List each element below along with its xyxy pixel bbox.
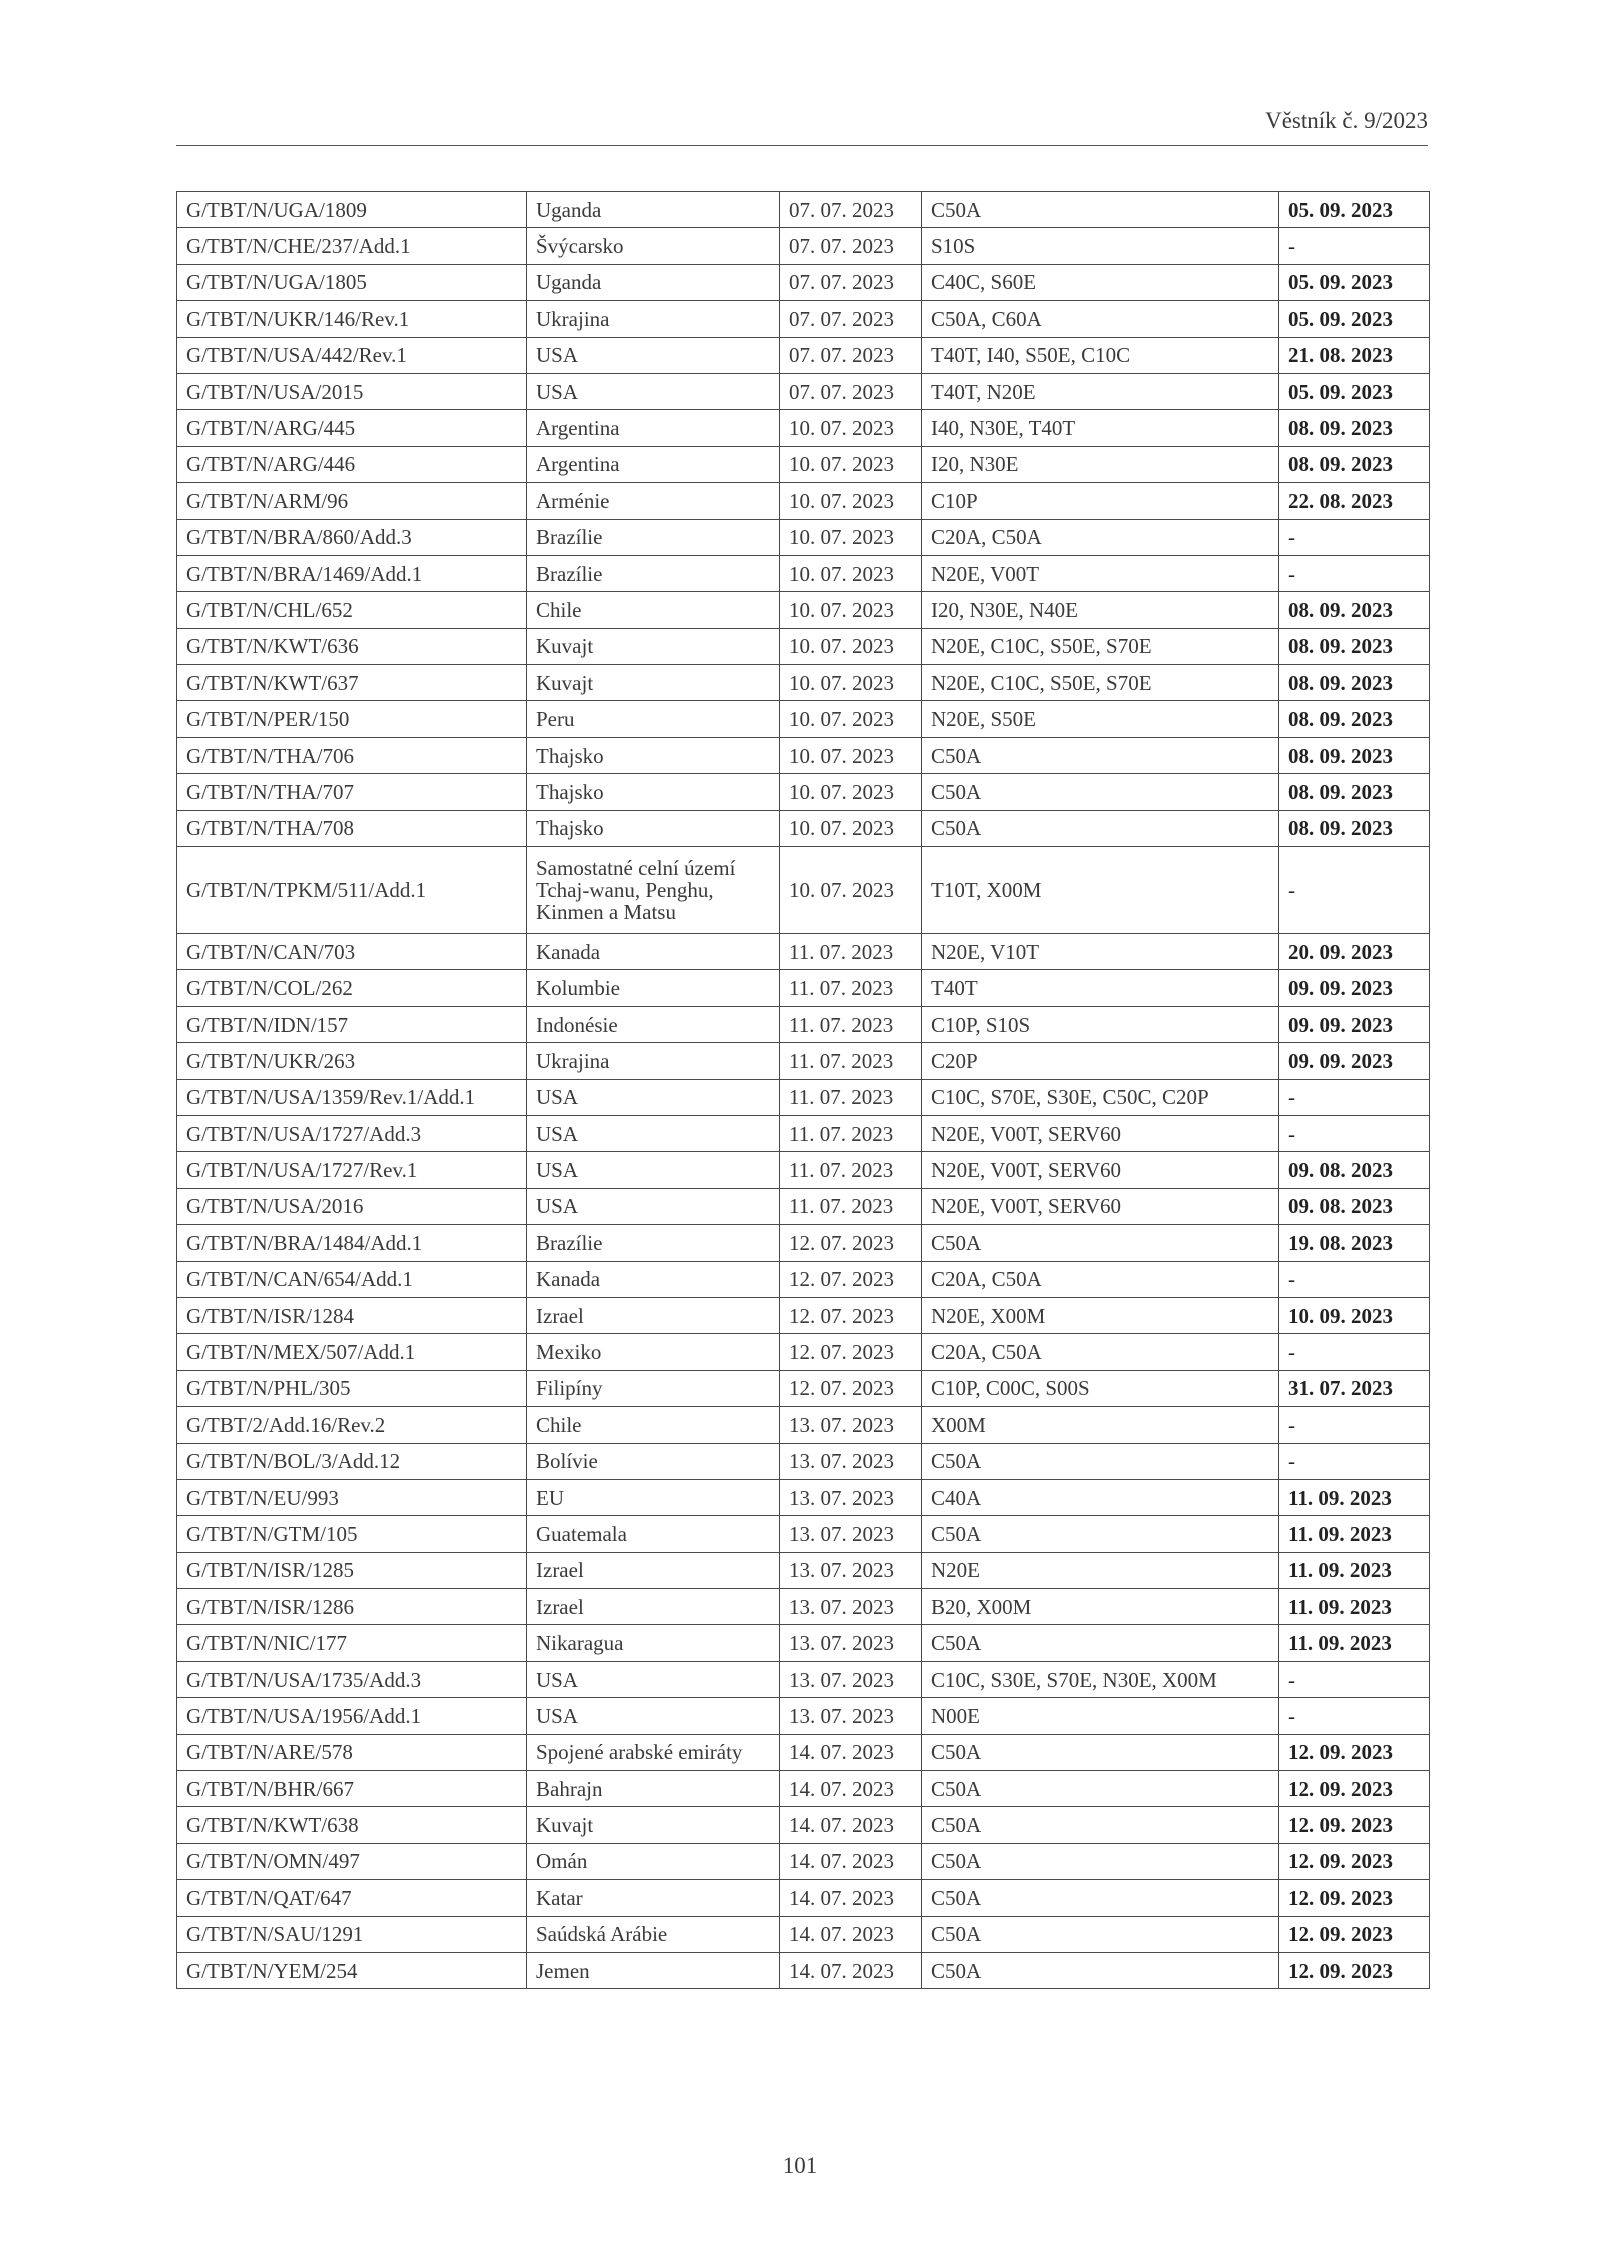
comment-deadline-cell: - xyxy=(1279,555,1430,591)
country-cell: USA xyxy=(527,1152,780,1188)
document-symbol-cell: G/TBT/N/NIC/177 xyxy=(177,1625,527,1661)
comment-deadline-cell: 12. 09. 2023 xyxy=(1279,1916,1430,1952)
comment-deadline-cell: - xyxy=(1279,519,1430,555)
ics-codes-cell: C50A xyxy=(922,1771,1279,1807)
comment-deadline-cell: 20. 09. 2023 xyxy=(1279,934,1430,970)
comment-deadline-cell: 08. 09. 2023 xyxy=(1279,410,1430,446)
document-symbol-cell: G/TBT/N/USA/2015 xyxy=(177,373,527,409)
document-symbol-cell: G/TBT/N/BHR/667 xyxy=(177,1771,527,1807)
notification-date-cell: 14. 07. 2023 xyxy=(780,1807,922,1843)
ics-codes-cell: C10C, S30E, S70E, N30E, X00M xyxy=(922,1661,1279,1697)
comment-deadline-cell: 11. 09. 2023 xyxy=(1279,1552,1430,1588)
table-row xyxy=(177,1152,1430,1188)
notification-date-cell: 12. 07. 2023 xyxy=(780,1261,922,1297)
document-symbol-cell: G/TBT/N/ARG/446 xyxy=(177,446,527,482)
ics-codes-cell: S10S xyxy=(922,228,1279,264)
table-row xyxy=(177,1370,1430,1406)
notification-date-cell: 10. 07. 2023 xyxy=(780,555,922,591)
table-row xyxy=(177,774,1430,810)
table-row xyxy=(177,1698,1430,1734)
document-symbol-cell: G/TBT/N/CAN/654/Add.1 xyxy=(177,1261,527,1297)
table-row xyxy=(177,737,1430,773)
comment-deadline-cell: - xyxy=(1279,1407,1430,1443)
document-symbol-cell: G/TBT/N/UKR/263 xyxy=(177,1043,527,1079)
table-row xyxy=(177,1843,1430,1879)
table-row xyxy=(177,1443,1430,1479)
table-row xyxy=(177,373,1430,409)
country-cell: Kuvajt xyxy=(527,628,780,664)
ics-codes-cell: C50A xyxy=(922,810,1279,846)
ics-codes-cell: N20E, V00T xyxy=(922,555,1279,591)
ics-codes-cell: N20E, V10T xyxy=(922,934,1279,970)
table-row xyxy=(177,337,1430,373)
notification-date-cell: 10. 07. 2023 xyxy=(780,519,922,555)
notification-date-cell: 07. 07. 2023 xyxy=(780,301,922,337)
country-cell: Thajsko xyxy=(527,810,780,846)
ics-codes-cell: I20, N30E xyxy=(922,446,1279,482)
comment-deadline-cell: 31. 07. 2023 xyxy=(1279,1370,1430,1406)
table-row xyxy=(177,1952,1430,1988)
table-row xyxy=(177,810,1430,846)
ics-codes-cell: X00M xyxy=(922,1407,1279,1443)
document-symbol-cell: G/TBT/N/BRA/860/Add.3 xyxy=(177,519,527,555)
ics-codes-cell: T10T, X00M xyxy=(922,847,1279,934)
table-row xyxy=(177,228,1430,264)
comment-deadline-cell: 09. 08. 2023 xyxy=(1279,1152,1430,1188)
table-row xyxy=(177,483,1430,519)
document-symbol-cell: G/TBT/N/BOL/3/Add.12 xyxy=(177,1443,527,1479)
country-cell: Omán xyxy=(527,1843,780,1879)
notification-date-cell: 10. 07. 2023 xyxy=(780,701,922,737)
comment-deadline-cell: 09. 09. 2023 xyxy=(1279,1006,1430,1042)
table-row xyxy=(177,1225,1430,1261)
ics-codes-cell: C50A xyxy=(922,1516,1279,1552)
country-cell: Nikaragua xyxy=(527,1625,780,1661)
country-cell: Argentina xyxy=(527,410,780,446)
comment-deadline-cell: - xyxy=(1279,1261,1430,1297)
comment-deadline-cell: 09. 08. 2023 xyxy=(1279,1188,1430,1224)
country-cell: Uganda xyxy=(527,264,780,300)
notifications-table-body xyxy=(177,192,1430,1989)
notification-date-cell: 10. 07. 2023 xyxy=(780,810,922,846)
ics-codes-cell: C50A xyxy=(922,192,1279,228)
country-cell: Mexiko xyxy=(527,1334,780,1370)
table-row xyxy=(177,847,1430,934)
table-row xyxy=(177,592,1430,628)
table-row xyxy=(177,701,1430,737)
table-row xyxy=(177,628,1430,664)
notification-date-cell: 12. 07. 2023 xyxy=(780,1225,922,1261)
table-row xyxy=(177,1043,1430,1079)
ics-codes-cell: C20A, C50A xyxy=(922,1261,1279,1297)
comment-deadline-cell: 11. 09. 2023 xyxy=(1279,1589,1430,1625)
ics-codes-cell: C10C, S70E, S30E, C50C, C20P xyxy=(922,1079,1279,1115)
table-row xyxy=(177,1661,1430,1697)
comment-deadline-cell: 11. 09. 2023 xyxy=(1279,1516,1430,1552)
notification-date-cell: 07. 07. 2023 xyxy=(780,337,922,373)
document-symbol-cell: G/TBT/N/ISR/1285 xyxy=(177,1552,527,1588)
ics-codes-cell: N00E xyxy=(922,1698,1279,1734)
document-symbol-cell: G/TBT/N/THA/706 xyxy=(177,737,527,773)
notification-date-cell: 11. 07. 2023 xyxy=(780,1115,922,1151)
table-row xyxy=(177,1880,1430,1916)
country-cell: USA xyxy=(527,373,780,409)
country-cell: Bahrajn xyxy=(527,1771,780,1807)
ics-codes-cell: C10P, S10S xyxy=(922,1006,1279,1042)
document-symbol-cell: G/TBT/N/MEX/507/Add.1 xyxy=(177,1334,527,1370)
document-symbol-cell: G/TBT/N/QAT/647 xyxy=(177,1880,527,1916)
notification-date-cell: 13. 07. 2023 xyxy=(780,1407,922,1443)
notification-date-cell: 11. 07. 2023 xyxy=(780,934,922,970)
comment-deadline-cell: 05. 09. 2023 xyxy=(1279,264,1430,300)
document-symbol-cell: G/TBT/N/COL/262 xyxy=(177,970,527,1006)
comment-deadline-cell: - xyxy=(1279,1661,1430,1697)
notifications-table xyxy=(176,191,1430,1989)
notification-date-cell: 11. 07. 2023 xyxy=(780,1006,922,1042)
document-symbol-cell: G/TBT/N/OMN/497 xyxy=(177,1843,527,1879)
notification-date-cell: 13. 07. 2023 xyxy=(780,1516,922,1552)
notification-date-cell: 13. 07. 2023 xyxy=(780,1625,922,1661)
notification-date-cell: 12. 07. 2023 xyxy=(780,1334,922,1370)
notification-date-cell: 13. 07. 2023 xyxy=(780,1552,922,1588)
country-cell: Brazílie xyxy=(527,555,780,591)
notification-date-cell: 10. 07. 2023 xyxy=(780,483,922,519)
notification-date-cell: 13. 07. 2023 xyxy=(780,1589,922,1625)
table-row xyxy=(177,1771,1430,1807)
document-symbol-cell: G/TBT/N/ARM/96 xyxy=(177,483,527,519)
ics-codes-cell: C50A xyxy=(922,1734,1279,1770)
notification-date-cell: 10. 07. 2023 xyxy=(780,446,922,482)
ics-codes-cell: C50A xyxy=(922,1625,1279,1661)
comment-deadline-cell: 11. 09. 2023 xyxy=(1279,1479,1430,1515)
country-cell: Izrael xyxy=(527,1552,780,1588)
header-divider xyxy=(176,145,1428,146)
table-row xyxy=(177,1552,1430,1588)
notification-date-cell: 13. 07. 2023 xyxy=(780,1698,922,1734)
ics-codes-cell: B20, X00M xyxy=(922,1589,1279,1625)
ics-codes-cell: C20A, C50A xyxy=(922,519,1279,555)
notification-date-cell: 14. 07. 2023 xyxy=(780,1916,922,1952)
comment-deadline-cell: 12. 09. 2023 xyxy=(1279,1843,1430,1879)
table-row xyxy=(177,1734,1430,1770)
ics-codes-cell: C20P xyxy=(922,1043,1279,1079)
country-cell: Saúdská Arábie xyxy=(527,1916,780,1952)
notification-date-cell: 07. 07. 2023 xyxy=(780,228,922,264)
notification-date-cell: 14. 07. 2023 xyxy=(780,1952,922,1988)
country-cell: Švýcarsko xyxy=(527,228,780,264)
country-cell: Ukrajina xyxy=(527,1043,780,1079)
ics-codes-cell: C50A xyxy=(922,1443,1279,1479)
notification-date-cell: 10. 07. 2023 xyxy=(780,628,922,664)
country-cell: USA xyxy=(527,1079,780,1115)
notification-date-cell: 13. 07. 2023 xyxy=(780,1443,922,1479)
country-cell: Kolumbie xyxy=(527,970,780,1006)
table-row xyxy=(177,1334,1430,1370)
notification-date-cell: 10. 07. 2023 xyxy=(780,774,922,810)
ics-codes-cell: T40T xyxy=(922,970,1279,1006)
document-symbol-cell: G/TBT/N/THA/707 xyxy=(177,774,527,810)
comment-deadline-cell: - xyxy=(1279,1698,1430,1734)
document-symbol-cell: G/TBT/N/PHL/305 xyxy=(177,1370,527,1406)
country-cell: Chile xyxy=(527,1407,780,1443)
table-row xyxy=(177,1807,1430,1843)
comment-deadline-cell: 11. 09. 2023 xyxy=(1279,1625,1430,1661)
comment-deadline-cell: 12. 09. 2023 xyxy=(1279,1880,1430,1916)
ics-codes-cell: C40A xyxy=(922,1479,1279,1515)
comment-deadline-cell: - xyxy=(1279,1443,1430,1479)
document-symbol-cell: G/TBT/N/EU/993 xyxy=(177,1479,527,1515)
table-row xyxy=(177,1407,1430,1443)
comment-deadline-cell: 22. 08. 2023 xyxy=(1279,483,1430,519)
notification-date-cell: 11. 07. 2023 xyxy=(780,1152,922,1188)
ics-codes-cell: C20A, C50A xyxy=(922,1334,1279,1370)
document-symbol-cell: G/TBT/N/UKR/146/Rev.1 xyxy=(177,301,527,337)
country-cell: Kanada xyxy=(527,934,780,970)
table-row xyxy=(177,264,1430,300)
country-cell: Brazílie xyxy=(527,1225,780,1261)
country-cell: EU xyxy=(527,1479,780,1515)
country-cell: Arménie xyxy=(527,483,780,519)
country-cell: Brazílie xyxy=(527,519,780,555)
country-cell: Thajsko xyxy=(527,737,780,773)
table-row xyxy=(177,1261,1430,1297)
ics-codes-cell: I20, N30E, N40E xyxy=(922,592,1279,628)
country-cell: Chile xyxy=(527,592,780,628)
table-row xyxy=(177,1916,1430,1952)
country-cell: Kuvajt xyxy=(527,665,780,701)
country-cell: Katar xyxy=(527,1880,780,1916)
document-symbol-cell: G/TBT/N/IDN/157 xyxy=(177,1006,527,1042)
country-cell: Filipíny xyxy=(527,1370,780,1406)
comment-deadline-cell: 10. 09. 2023 xyxy=(1279,1297,1430,1333)
comment-deadline-cell: 09. 09. 2023 xyxy=(1279,970,1430,1006)
notification-date-cell: 10. 07. 2023 xyxy=(780,737,922,773)
table-row xyxy=(177,555,1430,591)
document-symbol-cell: G/TBT/N/BRA/1469/Add.1 xyxy=(177,555,527,591)
table-row xyxy=(177,1006,1430,1042)
table-row xyxy=(177,970,1430,1006)
comment-deadline-cell: 08. 09. 2023 xyxy=(1279,592,1430,628)
table-row xyxy=(177,934,1430,970)
country-cell: Peru xyxy=(527,701,780,737)
table-row xyxy=(177,192,1430,228)
comment-deadline-cell: - xyxy=(1279,1079,1430,1115)
table-row xyxy=(177,1188,1430,1224)
notification-date-cell: 11. 07. 2023 xyxy=(780,1079,922,1115)
document-symbol-cell: G/TBT/N/USA/1735/Add.3 xyxy=(177,1661,527,1697)
notification-date-cell: 07. 07. 2023 xyxy=(780,264,922,300)
ics-codes-cell: C50A xyxy=(922,1807,1279,1843)
document-symbol-cell: G/TBT/N/USA/442/Rev.1 xyxy=(177,337,527,373)
notification-date-cell: 14. 07. 2023 xyxy=(780,1843,922,1879)
document-symbol-cell: G/TBT/N/SAU/1291 xyxy=(177,1916,527,1952)
country-cell: USA xyxy=(527,1698,780,1734)
country-cell: USA xyxy=(527,1661,780,1697)
document-symbol-cell: G/TBT/2/Add.16/Rev.2 xyxy=(177,1407,527,1443)
ics-codes-cell: T40T, N20E xyxy=(922,373,1279,409)
country-cell: Jemen xyxy=(527,1952,780,1988)
comment-deadline-cell: 08. 09. 2023 xyxy=(1279,628,1430,664)
comment-deadline-cell: 05. 09. 2023 xyxy=(1279,373,1430,409)
document-symbol-cell: G/TBT/N/BRA/1484/Add.1 xyxy=(177,1225,527,1261)
country-cell: Indonésie xyxy=(527,1006,780,1042)
ics-codes-cell: C50A xyxy=(922,1952,1279,1988)
country-cell: Kanada xyxy=(527,1261,780,1297)
table-row xyxy=(177,1479,1430,1515)
comment-deadline-cell: - xyxy=(1279,1115,1430,1151)
ics-codes-cell: N20E, S50E xyxy=(922,701,1279,737)
notification-date-cell: 14. 07. 2023 xyxy=(780,1734,922,1770)
document-symbol-cell: G/TBT/N/UGA/1809 xyxy=(177,192,527,228)
table-row xyxy=(177,1079,1430,1115)
country-cell: Spojené arabské emiráty xyxy=(527,1734,780,1770)
ics-codes-cell: C10P, C00C, S00S xyxy=(922,1370,1279,1406)
ics-codes-cell: T40T, I40, S50E, C10C xyxy=(922,337,1279,373)
ics-codes-cell: C50A xyxy=(922,1225,1279,1261)
ics-codes-cell: C50A xyxy=(922,1916,1279,1952)
document-symbol-cell: G/TBT/N/USA/1956/Add.1 xyxy=(177,1698,527,1734)
ics-codes-cell: C50A xyxy=(922,774,1279,810)
document-symbol-cell: G/TBT/N/USA/1359/Rev.1/Add.1 xyxy=(177,1079,527,1115)
country-cell: Kuvajt xyxy=(527,1807,780,1843)
document-symbol-cell: G/TBT/N/UGA/1805 xyxy=(177,264,527,300)
comment-deadline-cell: 08. 09. 2023 xyxy=(1279,737,1430,773)
comment-deadline-cell: 05. 09. 2023 xyxy=(1279,192,1430,228)
table-row xyxy=(177,1625,1430,1661)
ics-codes-cell: C50A, C60A xyxy=(922,301,1279,337)
country-cell: Uganda xyxy=(527,192,780,228)
ics-codes-cell: N20E, C10C, S50E, S70E xyxy=(922,665,1279,701)
comment-deadline-cell: 08. 09. 2023 xyxy=(1279,665,1430,701)
ics-codes-cell: C50A xyxy=(922,737,1279,773)
comment-deadline-cell: - xyxy=(1279,847,1430,934)
country-cell: USA xyxy=(527,337,780,373)
ics-codes-cell: N20E, V00T, SERV60 xyxy=(922,1115,1279,1151)
notification-date-cell: 12. 07. 2023 xyxy=(780,1370,922,1406)
comment-deadline-cell: 08. 09. 2023 xyxy=(1279,810,1430,846)
ics-codes-cell: C50A xyxy=(922,1880,1279,1916)
comment-deadline-cell: 08. 09. 2023 xyxy=(1279,774,1430,810)
page-header-title: Věstník č. 9/2023 xyxy=(1265,108,1428,133)
table-row xyxy=(177,665,1430,701)
table-row xyxy=(177,519,1430,555)
comment-deadline-cell: - xyxy=(1279,1334,1430,1370)
notification-date-cell: 10. 07. 2023 xyxy=(780,665,922,701)
comment-deadline-cell: 12. 09. 2023 xyxy=(1279,1734,1430,1770)
ics-codes-cell: C50A xyxy=(922,1843,1279,1879)
table-row xyxy=(177,1589,1430,1625)
notification-date-cell: 12. 07. 2023 xyxy=(780,1297,922,1333)
ics-codes-cell: C40C, S60E xyxy=(922,264,1279,300)
country-cell: USA xyxy=(527,1115,780,1151)
country-cell: Bolívie xyxy=(527,1443,780,1479)
comment-deadline-cell: - xyxy=(1279,228,1430,264)
notification-date-cell: 13. 07. 2023 xyxy=(780,1661,922,1697)
notification-date-cell: 14. 07. 2023 xyxy=(780,1880,922,1916)
ics-codes-cell: N20E xyxy=(922,1552,1279,1588)
ics-codes-cell: N20E, V00T, SERV60 xyxy=(922,1152,1279,1188)
document-symbol-cell: G/TBT/N/PER/150 xyxy=(177,701,527,737)
comment-deadline-cell: 12. 09. 2023 xyxy=(1279,1807,1430,1843)
document-symbol-cell: G/TBT/N/ISR/1286 xyxy=(177,1589,527,1625)
document-symbol-cell: G/TBT/N/ISR/1284 xyxy=(177,1297,527,1333)
document-symbol-cell: G/TBT/N/USA/1727/Add.3 xyxy=(177,1115,527,1151)
comment-deadline-cell: 19. 08. 2023 xyxy=(1279,1225,1430,1261)
country-cell: Izrael xyxy=(527,1297,780,1333)
country-cell: Samostatné celní území Tchaj-wanu, Penghu, Kinmen a Matsu xyxy=(527,847,780,934)
document-symbol-cell: G/TBT/N/THA/708 xyxy=(177,810,527,846)
notification-date-cell: 14. 07. 2023 xyxy=(780,1771,922,1807)
comment-deadline-cell: 21. 08. 2023 xyxy=(1279,337,1430,373)
notification-date-cell: 11. 07. 2023 xyxy=(780,1188,922,1224)
page-number: 101 xyxy=(782,2153,818,2178)
notification-date-cell: 13. 07. 2023 xyxy=(780,1479,922,1515)
ics-codes-cell: I40, N30E, T40T xyxy=(922,410,1279,446)
table-row xyxy=(177,1516,1430,1552)
document-symbol-cell: G/TBT/N/CAN/703 xyxy=(177,934,527,970)
notification-date-cell: 07. 07. 2023 xyxy=(780,373,922,409)
comment-deadline-cell: 12. 09. 2023 xyxy=(1279,1771,1430,1807)
notification-date-cell: 10. 07. 2023 xyxy=(780,592,922,628)
table-row xyxy=(177,1115,1430,1151)
table-row xyxy=(177,301,1430,337)
ics-codes-cell: N20E, X00M xyxy=(922,1297,1279,1333)
notification-date-cell: 11. 07. 2023 xyxy=(780,970,922,1006)
comment-deadline-cell: 12. 09. 2023 xyxy=(1279,1952,1430,1988)
document-symbol-cell: G/TBT/N/USA/2016 xyxy=(177,1188,527,1224)
document-symbol-cell: G/TBT/N/GTM/105 xyxy=(177,1516,527,1552)
comment-deadline-cell: 08. 09. 2023 xyxy=(1279,446,1430,482)
notification-date-cell: 11. 07. 2023 xyxy=(780,1043,922,1079)
document-symbol-cell: G/TBT/N/CHL/652 xyxy=(177,592,527,628)
document-symbol-cell: G/TBT/N/ARG/445 xyxy=(177,410,527,446)
comment-deadline-cell: 08. 09. 2023 xyxy=(1279,701,1430,737)
comment-deadline-cell: 05. 09. 2023 xyxy=(1279,301,1430,337)
document-symbol-cell: G/TBT/N/KWT/637 xyxy=(177,665,527,701)
notification-date-cell: 10. 07. 2023 xyxy=(780,410,922,446)
country-cell: Thajsko xyxy=(527,774,780,810)
ics-codes-cell: N20E, C10C, S50E, S70E xyxy=(922,628,1279,664)
country-cell: Izrael xyxy=(527,1589,780,1625)
document-symbol-cell: G/TBT/N/ARE/578 xyxy=(177,1734,527,1770)
document-symbol-cell: G/TBT/N/TPKM/511/Add.1 xyxy=(177,847,527,934)
document-symbol-cell: G/TBT/N/CHE/237/Add.1 xyxy=(177,228,527,264)
table-row xyxy=(177,1297,1430,1333)
country-cell: Guatemala xyxy=(527,1516,780,1552)
document-symbol-cell: G/TBT/N/USA/1727/Rev.1 xyxy=(177,1152,527,1188)
notification-date-cell: 07. 07. 2023 xyxy=(780,192,922,228)
country-cell: Ukrajina xyxy=(527,301,780,337)
notification-date-cell: 10. 07. 2023 xyxy=(780,847,922,934)
table-row xyxy=(177,446,1430,482)
document-symbol-cell: G/TBT/N/KWT/636 xyxy=(177,628,527,664)
country-cell: Argentina xyxy=(527,446,780,482)
comment-deadline-cell: 09. 09. 2023 xyxy=(1279,1043,1430,1079)
document-symbol-cell: G/TBT/N/KWT/638 xyxy=(177,1807,527,1843)
ics-codes-cell: N20E, V00T, SERV60 xyxy=(922,1188,1279,1224)
ics-codes-cell: C10P xyxy=(922,483,1279,519)
country-cell: USA xyxy=(527,1188,780,1224)
document-symbol-cell: G/TBT/N/YEM/254 xyxy=(177,1952,527,1988)
table-row xyxy=(177,410,1430,446)
